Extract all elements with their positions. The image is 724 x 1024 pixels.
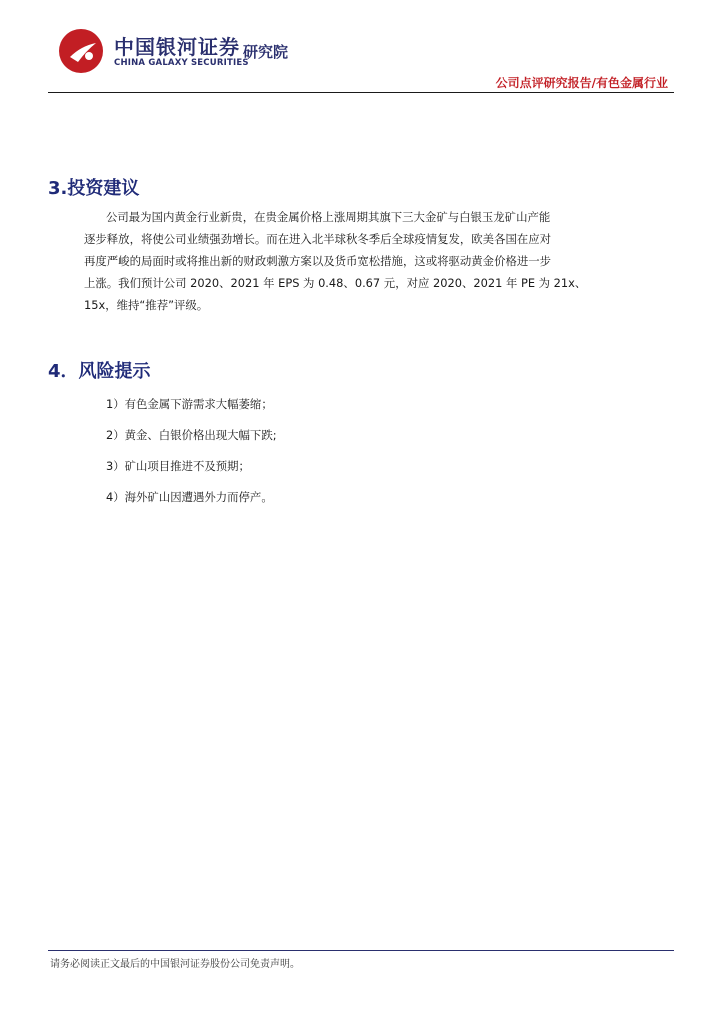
risk-item: 2）黄金、白银价格出现大幅下跌;	[106, 428, 277, 442]
paragraph-line: 上涨。我们预计公司 2020、2021 年 EPS 为 0.48、0.67 元，对应 2020、2021 年 PE 为 21x、	[84, 276, 587, 290]
paragraph-line: 15x，维持“推荐”评级。	[84, 298, 209, 312]
logo-english-name: CHINA GALAXY SECURITIES	[114, 58, 249, 68]
paragraph-line: 再度严峻的局面时或将推出新的财政刺激方案以及货币宽松措施，这或将驱动黄金价格进一步	[84, 254, 552, 268]
page-header	[0, 0, 724, 100]
galaxy-logo-icon	[56, 26, 106, 76]
paragraph-line: 逐步释放，将使公司业绩强劲增长。而在进入北半球秋冬季后全球疫情复发，欧美各国在应对	[84, 232, 552, 246]
header-divider	[48, 92, 674, 93]
section-title-risk: 4．风险提示	[48, 361, 151, 382]
footer-divider	[48, 950, 674, 951]
logo-chinese-name: 中国银河证券	[114, 35, 240, 59]
company-logo	[56, 26, 316, 76]
report-type-label: 公司点评研究报告/有色金属行业	[495, 76, 668, 90]
risk-item: 1）有色金属下游需求大幅萎缩；	[106, 397, 273, 411]
risk-item: 4）海外矿山因遭遇外力而停产。	[106, 490, 273, 504]
logo-institute: 研究院	[243, 43, 289, 61]
footer-disclaimer: 请务必阅读正文最后的中国银河证券股份公司免责声明。	[50, 959, 300, 970]
risk-item: 3）矿山项目推进不及预期；	[106, 459, 250, 473]
section-title-investment: 3.投资建议	[48, 178, 140, 199]
paragraph-line: 公司最为国内黄金行业新贵，在贵金属价格上涨周期其旗下三大金矿与白银玉龙矿山产能	[106, 210, 551, 224]
investment-paragraph	[84, 206, 592, 316]
